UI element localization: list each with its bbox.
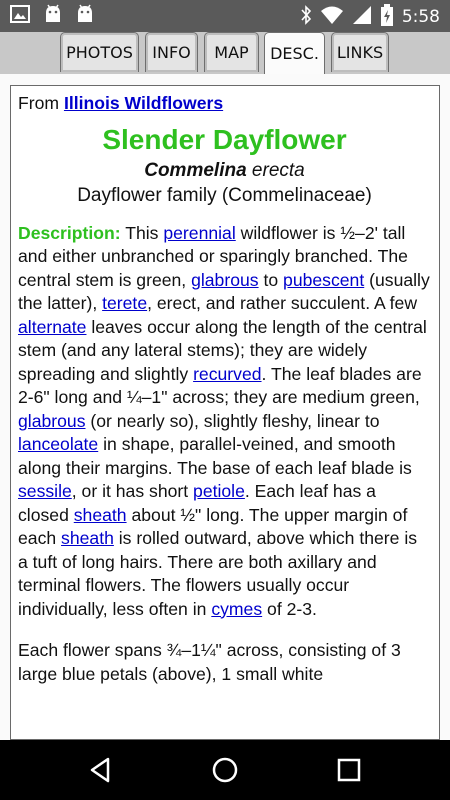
link-sheath[interactable]: sheath <box>73 504 127 525</box>
page-title: Slender Dayflower <box>102 123 347 155</box>
text-run: wildflower is ½–2' tall and either unbranched or sparingly branched. The central stem is green, <box>18 222 408 290</box>
image-icon <box>10 5 30 23</box>
clock: 5:58 <box>401 7 440 27</box>
source-link[interactable]: Illinois Wildflowers <box>63 93 224 113</box>
status-bar <box>0 0 450 32</box>
text-run: leaves occur along the length of the central stem (and any lateral stems); they are widely spreading and slightly <box>18 316 427 384</box>
family-name: Dayflower family (Commelinaceae) <box>77 184 372 206</box>
description-panel[interactable] <box>10 85 440 740</box>
scientific-name <box>18 158 431 183</box>
text-run: (or nearly so), slightly fleshy, linear to <box>85 410 380 431</box>
link-lanceolate[interactable]: lanceolate <box>18 434 99 454</box>
tab-bar <box>0 32 450 74</box>
link-terete[interactable]: terete <box>102 293 148 313</box>
link-glabrous[interactable]: glabrous <box>191 269 259 290</box>
tab-photos[interactable]: PHOTOS <box>60 32 139 72</box>
text-run: This <box>120 222 164 243</box>
bluetooth-icon <box>300 5 312 29</box>
source-prefix: From <box>18 93 64 113</box>
navigation-bar <box>0 740 450 800</box>
text-run: of 2-3. <box>262 598 317 619</box>
tab-info[interactable]: INFO <box>145 32 198 72</box>
description-paragraph-2: Each flower spans ¾–1¼" across, consisting of 3 large blue petals (above), 1 small white <box>18 640 401 684</box>
text-run: , or it has short <box>71 481 194 501</box>
tab-desc[interactable]: DESC. <box>264 32 325 74</box>
source-line <box>18 92 431 116</box>
text-run: is rolled outward, above which there is a tuft of long hairs. There are both axillary and terminal flowers. The flowers usually occur individually, less often in <box>18 528 418 619</box>
link-perennial[interactable]: perennial <box>163 222 236 243</box>
description-label: Description: <box>18 222 121 243</box>
tab-map[interactable]: MAP <box>204 32 259 72</box>
link-glabrous[interactable]: glabrous <box>18 410 86 431</box>
tab-links[interactable]: LINKS <box>331 32 389 72</box>
link-recurved[interactable]: recurved <box>193 363 262 384</box>
text-run: . The leaf blades are 2-6" long and ¼–1" across; they are medium green, <box>18 363 422 407</box>
text-run: . Each leaf has a closed <box>18 481 376 525</box>
signal-icon <box>352 5 372 29</box>
genus-name: Commelina <box>144 159 247 181</box>
link-pubescent[interactable]: pubescent <box>283 269 365 290</box>
text-run: (usually the latter), <box>18 269 430 313</box>
recents-icon[interactable] <box>334 755 364 785</box>
text-run: to <box>258 269 284 290</box>
battery-icon <box>380 4 394 30</box>
text-run: about ½" long. The upper margin of each <box>18 504 408 548</box>
link-petiole[interactable]: petiole <box>193 481 245 501</box>
android-icon <box>76 4 94 24</box>
link-sessile[interactable]: sessile <box>18 481 72 501</box>
link-alternate[interactable]: alternate <box>18 316 87 337</box>
text-run: in shape, parallel-veined, and smooth along their margins. The base of each leaf blade is <box>18 434 412 478</box>
link-sheath[interactable]: sheath <box>61 528 114 548</box>
link-cymes[interactable]: cymes <box>211 598 263 619</box>
description-paragraph <box>18 222 431 622</box>
wifi-icon <box>320 5 344 29</box>
text-run: , erect, and rather succulent. A few <box>147 293 418 313</box>
android-icon <box>44 4 62 24</box>
back-icon[interactable] <box>86 755 116 785</box>
home-icon[interactable] <box>210 755 240 785</box>
species-name: erecta <box>246 159 305 181</box>
